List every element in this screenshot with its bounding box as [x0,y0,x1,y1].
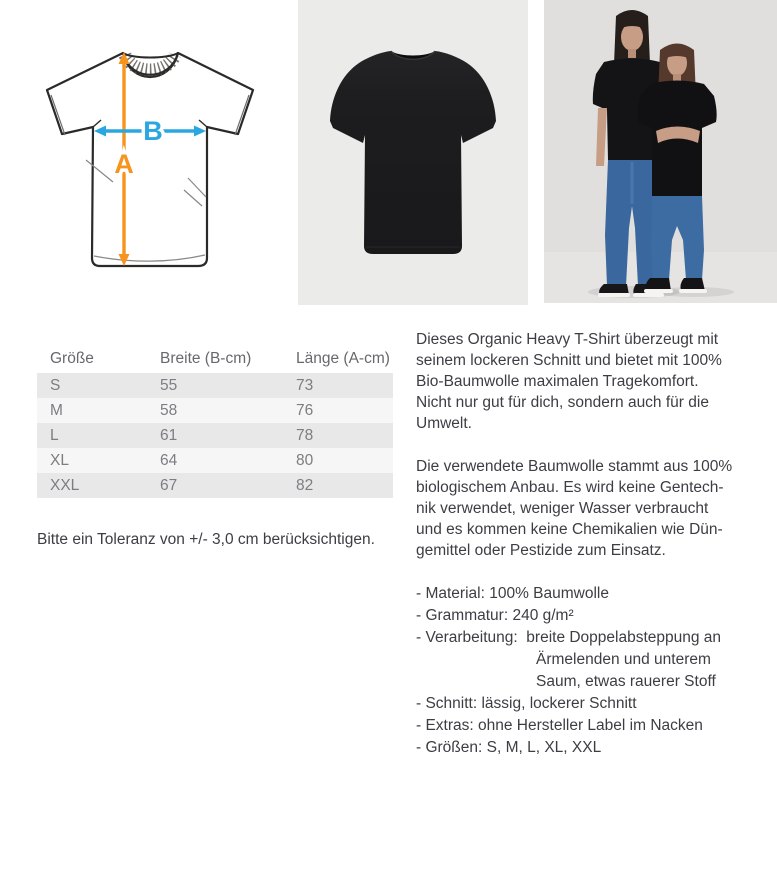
size-table-cell: S [50,376,61,394]
bullet-line: - Verarbeitung: breite Doppelabsteppung an [416,629,722,646]
size-table-cell: XL [50,451,69,469]
models-photo [544,0,777,303]
size-table-header-cell: Breite (B-cm) [147,345,283,373]
description-line: Nicht nur gut für dich, sondern auch für die [416,394,709,411]
description-line: biologischem Anbau. Es wird keine Gentech- [416,479,724,496]
description-paragraph [416,456,776,561]
size-table-header-cell: Länge (A-cm) [283,345,393,373]
description-line: seinem lockeren Schnitt und bietet mit 100% [416,352,722,369]
sneaker-sole [644,289,673,293]
size-table [37,345,393,498]
size-table-cell: 64 [160,451,178,469]
size-table-cell: 55 [160,376,178,394]
size-table-cell: M [50,401,63,419]
description-line: Die verwendete Baumwolle stammt aus 100% [416,458,733,475]
size-table-row [37,423,393,448]
bullet-line: - Schnitt: lässig, lockerer Schnitt [416,695,637,712]
product-photo [298,0,528,305]
size-table-row [37,398,393,423]
size-table-body [37,373,393,498]
product-description [416,329,776,759]
bullet-line: Saum, etwas rauerer Stoff [536,673,716,690]
bullet-line: - Grammatur: 240 g/m² [416,607,574,624]
description-line: Umwelt. [416,415,472,432]
measurement-label-a: A [114,149,134,179]
bullet-line: - Material: 100% Baumwolle [416,585,609,602]
tshirt-diagram-svg [20,30,280,280]
sneaker-sole [598,293,630,297]
tshirt-outline [47,53,253,266]
description-line: und es kommen keine Chemikalien wie Dün- [416,521,723,538]
male-face [621,23,643,51]
product-photo-svg [298,0,528,305]
bullet-line: Ärmelenden und unterem [536,651,711,668]
size-table-cell: 82 [296,476,314,494]
tshirt-measurement-diagram [20,30,280,280]
size-table-cell: L [50,426,59,444]
bullet-line: - Größen: S, M, L, XL, XXL [416,739,602,756]
size-table-cell: 67 [160,476,178,494]
size-table-cell: 73 [296,376,314,394]
size-table-cell: 78 [296,426,314,444]
size-table-row [37,448,393,473]
bullet-line: - Extras: ohne Hersteller Label im Nacken [416,717,703,734]
size-table-row [37,373,393,398]
tolerance-note: Bitte ein Toleranz von +/- 3,0 cm berücksichtigen. [37,531,375,548]
description-line: Dieses Organic Heavy T-Shirt überzeugt mit [416,331,719,348]
size-table-cell: 80 [296,451,314,469]
description-bullets [416,583,776,759]
sneaker-sole [679,289,707,293]
description-paragraphs [416,329,776,561]
description-line: gemittel oder Pestizide zum Einsatz. [416,542,666,559]
description-paragraph [416,329,776,434]
size-table-header-row [37,345,393,373]
size-table-header-cell: Größe [37,345,147,373]
sneaker-sole [633,293,664,297]
size-table-cell: 58 [160,401,178,419]
description-line: Bio-Baumwolle maximalen Tragekomfort. [416,373,699,390]
size-table-cell: XXL [50,476,80,494]
size-table-cell: 61 [160,426,178,444]
models-photo-svg [544,0,777,303]
measurement-label-b: B [143,116,163,146]
description-line: nik verwendet, weniger Wasser verbraucht [416,500,709,517]
male-neck [628,49,636,58]
size-table-cell: 76 [296,401,314,419]
size-table-row [37,473,393,498]
